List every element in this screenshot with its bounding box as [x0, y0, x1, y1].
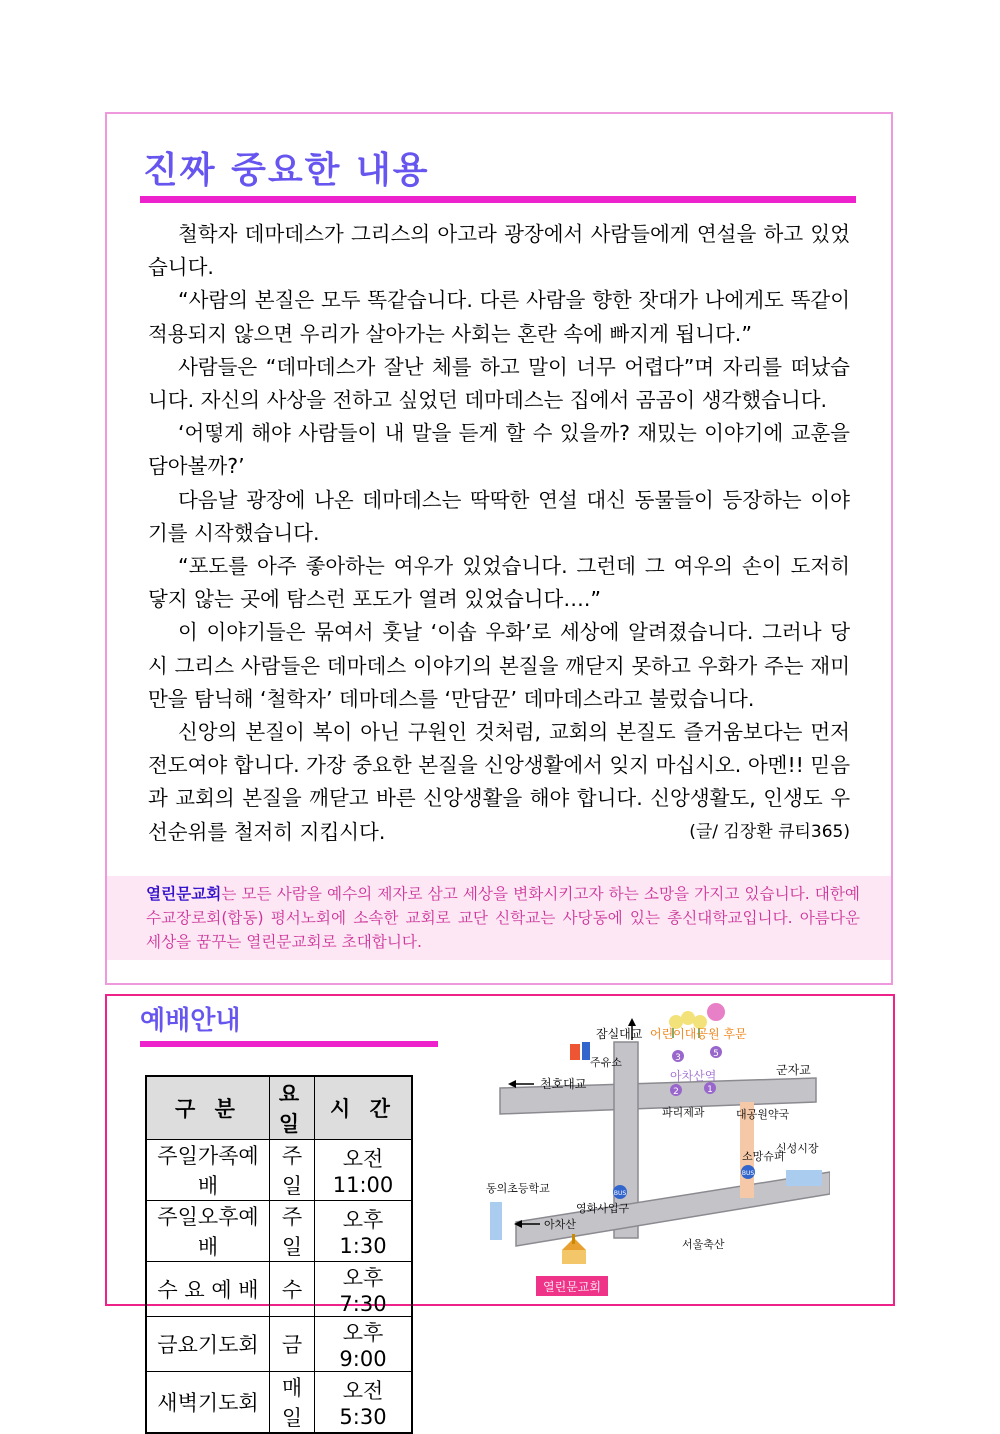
table-row [146, 1262, 412, 1317]
service-name: 주일오후예배 [146, 1201, 270, 1262]
service-name: 주일가족예배 [146, 1140, 270, 1201]
service-day: 주일 [270, 1201, 315, 1262]
header-time: 시 간 [315, 1076, 413, 1140]
church-intro-text: 는 모든 사람을 예수의 제자로 삼고 세상을 변화시키고자 하는 소망을 가지고 있습니다. 대한예수교장로회(합동) 평서노회에 소속한 교회로 교단 신학교는 사당동에 있는 총신대학교입니다. 아름다운 세상을 꿈꾸는 열린문교회로 초대합니다. [146, 885, 860, 951]
service-day: 금 [270, 1317, 315, 1372]
map-label-sinseong: 신성시장 [776, 1142, 819, 1155]
service-day: 수 [270, 1262, 315, 1317]
article-paragraph: 철학자 데마데스가 그리스의 아고라 광장에서 사람들에게 연설을 하고 있었습니다. [148, 222, 850, 280]
map-building-school [490, 1202, 502, 1240]
bus-label: BUS [613, 1190, 627, 1197]
service-name: 수 요 예 배 [146, 1262, 270, 1317]
article-body [148, 218, 850, 849]
bus-label: BUS [741, 1170, 755, 1177]
service-time: 오후 7:30 [315, 1262, 413, 1317]
fuel-pump-icon [570, 1042, 590, 1060]
title-underline [140, 196, 856, 203]
arrow-icon [628, 1018, 636, 1026]
map-label-meat: 서울축산 [682, 1238, 725, 1251]
article-signature: (글/ 김장환 큐티365) [689, 821, 850, 842]
map-label-cinema: 영화사입구 [576, 1202, 630, 1215]
service-time: 오후 9:00 [315, 1317, 413, 1372]
table-row [146, 1317, 412, 1372]
worship-schedule-table [145, 1075, 413, 1434]
bus-stop-icon [741, 1165, 755, 1179]
map-label-cheonho: 천호대교 [540, 1077, 587, 1091]
subway-exit-label: 3 [675, 1053, 681, 1063]
subway-exit-label: 2 [673, 1087, 679, 1097]
map-label-achasan-station: 아차산역 [670, 1069, 717, 1083]
map-building-market [786, 1170, 822, 1186]
table-row [146, 1140, 412, 1201]
map-label-dongui: 동의초등학교 [486, 1182, 550, 1195]
church-location-map [486, 1002, 830, 1302]
map-label-gas-station: 주유소 [590, 1056, 622, 1069]
map-label-jamsil: 잠실대교 [596, 1027, 643, 1041]
map-label-paris: 파리제과 [662, 1106, 705, 1119]
map-label-achasan: 아차산 [544, 1218, 576, 1231]
article-paragraph-text: 신앙의 본질이 복이 아닌 구원인 것처럼, 교회의 본질도 즐거움보다는 먼저 전도여야 합니다. 가장 중요한 본질을 신앙생활에서 잊지 마십시오. 아멘!! 믿음과 교회의 본질을 깨닫고 바른 신앙생활을 해야 합니다. 신앙생활도, 인생도 우선순위를 철저히 지킵시다. [148, 720, 851, 844]
article-paragraph: ‘어떻게 해야 사람들이 내 말을 듣게 할 수 있을까? 재밌는 이야기에 교훈을 담아볼까?’ [148, 421, 850, 479]
article-paragraph: 다음날 광장에 나온 데마데스는 딱딱한 연설 대신 동물들이 등장하는 이야기를 시작했습니다. [148, 487, 850, 545]
service-name: 새벽기도회 [146, 1372, 270, 1434]
article-paragraph-last [148, 716, 850, 849]
map-label-pharmacy: 대공원약국 [736, 1108, 790, 1121]
church-intro [146, 882, 860, 954]
table-row [146, 1372, 412, 1434]
article-paragraph: “포도를 아주 좋아하는 여우가 있었습니다. 그런데 그 여우의 손이 도저히 닿지 않는 곳에 탐스런 포도가 열려 있었습니다….” [148, 554, 850, 612]
map-road-lower [516, 1172, 830, 1246]
article-title: 진짜 중요한 내용 [143, 150, 430, 191]
service-time: 오후 1:30 [315, 1201, 413, 1262]
map-label-park-gate: 어린이대공원 후문 [650, 1027, 747, 1041]
table-row [146, 1201, 412, 1262]
service-day: 매일 [270, 1372, 315, 1434]
header-category: 구 분 [146, 1076, 270, 1140]
subway-exit-label: 1 [707, 1085, 713, 1095]
article-paragraph: 사람들은 “데마데스가 잘난 체를 하고 말이 너무 어렵다”며 자리를 떠났습니다. 자신의 사상을 전하고 싶었던 데마데스는 집에서 곰곰이 생각했습니다. [148, 354, 850, 413]
service-day: 주일 [270, 1140, 315, 1201]
article-paragraph: 이 이야기들은 묶여서 훗날 ‘이솝 우화’로 세상에 알려졌습니다. 그러나 당시 그리스 사람들은 데마데스 이야기의 본질을 깨닫지 못하고 우화가 주는 재미만을 탐닉해 ‘철학자’ 데마데스를 ‘만담꾼’ 데마데스라고 불렀습니다. [148, 620, 850, 711]
map-label-church: 열린문교회 [543, 1280, 601, 1294]
map-label-gunja: 군자교 [776, 1063, 811, 1077]
worship-underline [140, 1041, 438, 1047]
service-time: 오전11:00 [315, 1140, 413, 1201]
header-day: 요일 [270, 1076, 315, 1140]
arrow-icon [508, 1080, 516, 1088]
article-paragraph: “사람의 본질은 모두 똑같습니다. 다른 사람을 향한 잣대가 나에게도 똑같이 적용되지 않으면 우리가 살아가는 사회는 혼란 속에 빠지게 됩니다.” [148, 288, 850, 346]
map-label-somang: 소망슈퍼 [742, 1150, 785, 1163]
church-name: 열린문교회 [146, 885, 222, 903]
worship-title: 예배안내 [140, 1006, 241, 1036]
service-name: 금요기도회 [146, 1317, 270, 1372]
subway-exit-label: 5 [713, 1049, 719, 1059]
bus-stop-icon [613, 1185, 627, 1199]
table-header-row [146, 1076, 412, 1140]
service-time: 오전 5:30 [315, 1372, 413, 1434]
